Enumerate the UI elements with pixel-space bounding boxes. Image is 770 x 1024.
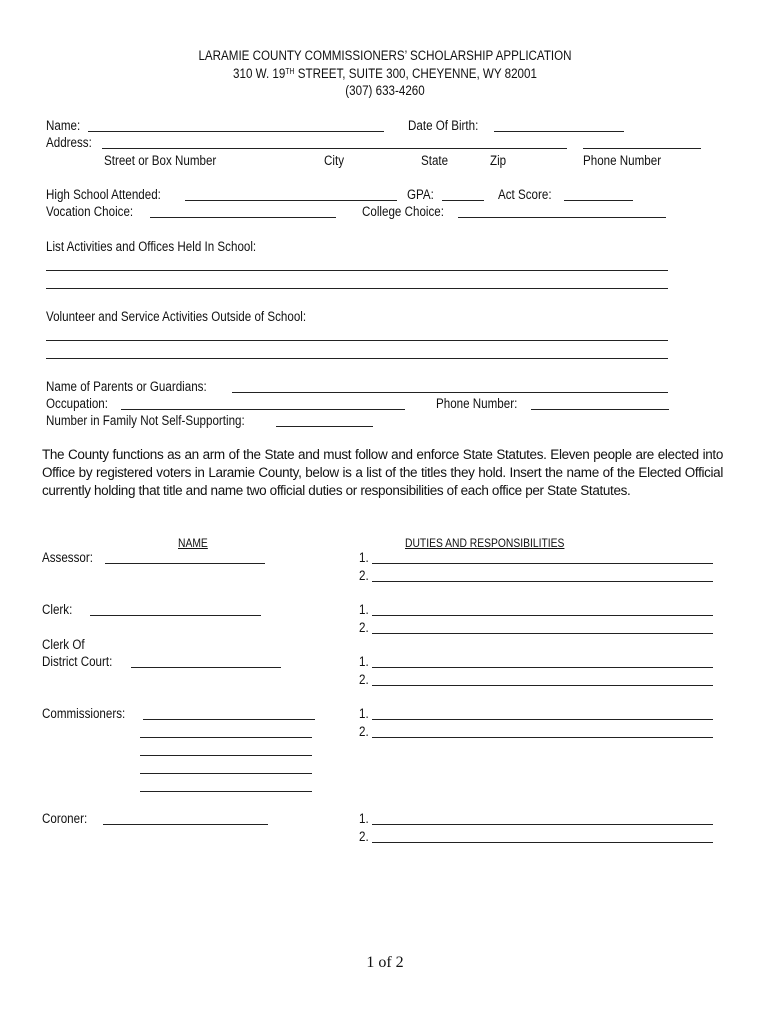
coroner-duty-1-line[interactable]	[372, 824, 713, 825]
volunteer-line-1[interactable]	[46, 340, 668, 341]
coroner-label: Coroner:	[42, 811, 88, 826]
clerk-duty-2-line[interactable]	[372, 633, 713, 634]
zip-sublabel: Zip	[490, 153, 507, 168]
address-label: Address:	[46, 135, 92, 150]
address-phone-input-line[interactable]	[583, 148, 701, 149]
parents-input-line[interactable]	[232, 392, 668, 393]
assessor-duty-2-line[interactable]	[372, 581, 713, 582]
act-input-line[interactable]	[564, 200, 633, 201]
name-column-header: NAME	[178, 536, 208, 550]
occupation-label: Occupation:	[46, 396, 108, 411]
college-label: College Choice:	[362, 204, 444, 219]
clerk-of-court-label-line2: District Court:	[42, 654, 113, 669]
coroner-duty-2-number: 2.	[359, 829, 369, 844]
vocation-input-line[interactable]	[150, 217, 336, 218]
assessor-duty-1-line[interactable]	[372, 563, 713, 564]
duties-column-header: DUTIES AND RESPONSIBILITIES	[405, 536, 565, 550]
parent-phone-input-line[interactable]	[531, 409, 669, 410]
page-number: 1 of 2	[366, 954, 404, 971]
commissioners-duty-2-number: 2.	[359, 724, 369, 739]
commissioner-name-line-5[interactable]	[140, 791, 312, 792]
assessor-label: Assessor:	[42, 550, 93, 565]
clerk-of-court-duty-1-line[interactable]	[372, 667, 713, 668]
commissioner-name-line-1[interactable]	[143, 719, 315, 720]
activities-label: List Activities and Offices Held In School:	[46, 239, 257, 254]
commissioner-name-line-2[interactable]	[140, 737, 312, 738]
clerk-of-court-duty-2-line[interactable]	[372, 685, 713, 686]
office-address: 310 W. 19TH STREET, SUITE 300, CHEYENNE, WY 82001	[233, 66, 537, 81]
clerk-name-line[interactable]	[90, 615, 261, 616]
clerk-duty-2-number: 2.	[359, 620, 369, 635]
dob-label: Date Of Birth:	[408, 118, 479, 133]
family-label: Number in Family Not Self-Supporting:	[46, 413, 245, 428]
parents-label: Name of Parents or Guardians:	[46, 379, 207, 394]
act-label: Act Score:	[498, 187, 552, 202]
high-school-label: High School Attended:	[46, 187, 161, 202]
city-sublabel: City	[324, 153, 344, 168]
commissioners-duty-2-line[interactable]	[372, 737, 713, 738]
parent-phone-label: Phone Number:	[436, 396, 518, 411]
coroner-duty-2-line[interactable]	[372, 842, 713, 843]
coroner-name-line[interactable]	[103, 824, 268, 825]
commissioners-duty-1-number: 1.	[359, 706, 369, 721]
dob-input-line[interactable]	[494, 131, 624, 132]
gpa-label: GPA:	[407, 187, 434, 202]
coroner-duty-1-number: 1.	[359, 811, 369, 826]
clerk-of-court-name-line[interactable]	[131, 667, 281, 668]
name-input-line[interactable]	[88, 131, 384, 132]
commissioners-duty-1-line[interactable]	[372, 719, 713, 720]
gpa-input-line[interactable]	[442, 200, 484, 201]
office-phone: (307) 633-4260	[345, 83, 425, 98]
high-school-input-line[interactable]	[185, 200, 397, 201]
name-label: Name:	[46, 118, 81, 133]
college-input-line[interactable]	[458, 217, 666, 218]
clerk-of-court-label-line1: Clerk Of	[42, 637, 85, 652]
family-input-line[interactable]	[276, 426, 373, 427]
street-sublabel: Street or Box Number	[104, 153, 217, 168]
assessor-duty-1-number: 1.	[359, 550, 369, 565]
address-input-line[interactable]	[102, 148, 567, 149]
assessor-name-line[interactable]	[105, 563, 265, 564]
clerk-of-court-duty-1-number: 1.	[359, 654, 369, 669]
instructions-paragraph: The County functions as an arm of the State and must follow and enforce State Statutes. Eleven people are elected into Office by registered voters in Laramie County, below is a list of the titles they hold. Insert the name of the Elected Official currently holding that title and name two official duties or responsibilities of each office per State Statutes.	[42, 447, 723, 498]
activities-line-2[interactable]	[46, 288, 668, 289]
commissioners-label: Commissioners:	[42, 706, 126, 721]
volunteer-label: Volunteer and Service Activities Outside of School:	[46, 309, 307, 324]
clerk-label: Clerk:	[42, 602, 73, 617]
commissioner-name-line-4[interactable]	[140, 773, 312, 774]
phone-sublabel: Phone Number	[583, 153, 662, 168]
form-title: LARAMIE COUNTY COMMISSIONERS’ SCHOLARSHIP APPLICATION	[198, 48, 572, 63]
clerk-duty-1-line[interactable]	[372, 615, 713, 616]
volunteer-line-2[interactable]	[46, 358, 668, 359]
occupation-input-line[interactable]	[121, 409, 405, 410]
clerk-of-court-duty-2-number: 2.	[359, 672, 369, 687]
activities-line-1[interactable]	[46, 270, 668, 271]
vocation-label: Vocation Choice:	[46, 204, 134, 219]
commissioner-name-line-3[interactable]	[140, 755, 312, 756]
clerk-duty-1-number: 1.	[359, 602, 369, 617]
state-sublabel: State	[421, 153, 449, 168]
assessor-duty-2-number: 2.	[359, 568, 369, 583]
